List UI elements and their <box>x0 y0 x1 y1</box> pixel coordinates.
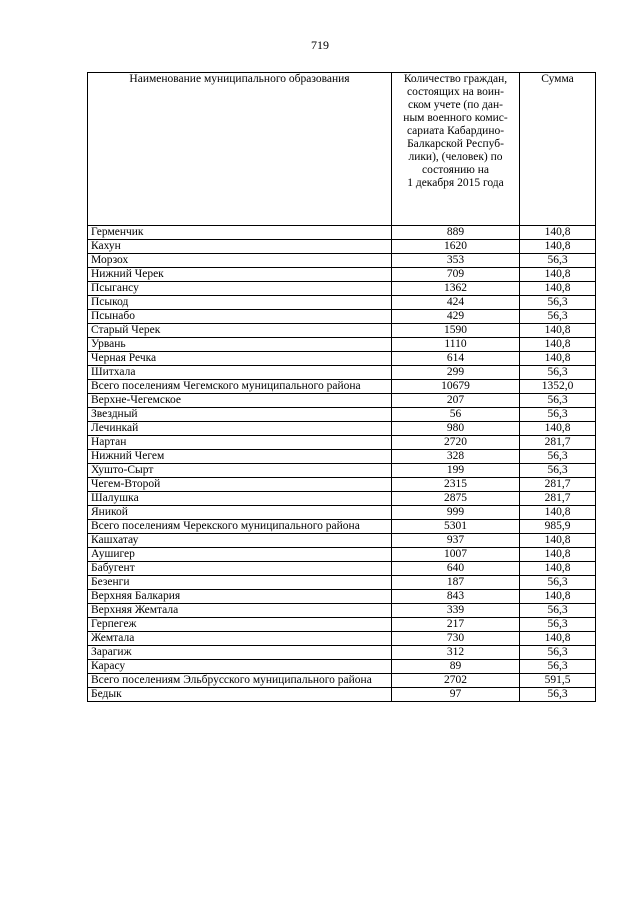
table-row <box>88 338 596 352</box>
count-cell: 353 <box>392 254 520 268</box>
table-row <box>88 450 596 464</box>
sum-cell: 56,3 <box>520 394 596 408</box>
sum-cell: 56,3 <box>520 450 596 464</box>
header-count-line: состоящих на воин- <box>407 86 504 98</box>
municipality-cell: Всего поселениям Черекского муниципального района <box>88 520 392 534</box>
table-row <box>88 674 596 688</box>
municipality-cell: Морзох <box>88 254 392 268</box>
count-cell: 1007 <box>392 548 520 562</box>
count-cell: 709 <box>392 268 520 282</box>
municipality-cell: Герменчик <box>88 226 392 240</box>
sum-cell: 140,8 <box>520 240 596 254</box>
count-cell: 1362 <box>392 282 520 296</box>
municipality-cell: Шалушка <box>88 492 392 506</box>
table-row <box>88 520 596 534</box>
table-row <box>88 436 596 450</box>
count-cell: 1110 <box>392 338 520 352</box>
count-cell: 97 <box>392 688 520 702</box>
sum-cell: 140,8 <box>520 534 596 548</box>
municipality-cell: Всего поселениям Эльбрусского муниципального района <box>88 674 392 688</box>
sum-cell: 281,7 <box>520 492 596 506</box>
header-count-line: сариата Кабардино- <box>406 125 505 137</box>
count-cell: 843 <box>392 590 520 604</box>
table-row <box>88 492 596 506</box>
header-citizen-count <box>392 73 520 226</box>
table-row <box>88 562 596 576</box>
sum-cell: 56,3 <box>520 688 596 702</box>
header-count-line: ском учете (по дан- <box>408 99 503 111</box>
table-row <box>88 618 596 632</box>
count-cell: 5301 <box>392 520 520 534</box>
municipality-cell: Верхняя Балкария <box>88 590 392 604</box>
sum-cell: 140,8 <box>520 268 596 282</box>
municipality-cell: Карасу <box>88 660 392 674</box>
municipality-cell: Верхняя Жемтала <box>88 604 392 618</box>
municipality-cell: Нартан <box>88 436 392 450</box>
count-cell: 429 <box>392 310 520 324</box>
table-row <box>88 534 596 548</box>
municipality-cell: Герпегеж <box>88 618 392 632</box>
sum-cell: 56,3 <box>520 254 596 268</box>
count-cell: 999 <box>392 506 520 520</box>
count-cell: 56 <box>392 408 520 422</box>
sum-cell: 56,3 <box>520 576 596 590</box>
table-row <box>88 240 596 254</box>
sum-cell: 56,3 <box>520 604 596 618</box>
municipality-cell: Хушто-Сырт <box>88 464 392 478</box>
table-row <box>88 548 596 562</box>
municipality-cell: Старый Черек <box>88 324 392 338</box>
count-cell: 328 <box>392 450 520 464</box>
count-cell: 199 <box>392 464 520 478</box>
header-sum: Сумма <box>520 73 596 226</box>
page-number: 719 <box>311 38 329 52</box>
sum-cell: 140,8 <box>520 506 596 520</box>
municipality-cell: Безенги <box>88 576 392 590</box>
table-row <box>88 604 596 618</box>
municipality-cell: Звездный <box>88 408 392 422</box>
sum-cell: 985,9 <box>520 520 596 534</box>
table-row <box>88 254 596 268</box>
table-row <box>88 688 596 702</box>
sum-cell: 56,3 <box>520 310 596 324</box>
count-cell: 299 <box>392 366 520 380</box>
table-row <box>88 324 596 338</box>
count-cell: 2875 <box>392 492 520 506</box>
table-row <box>88 296 596 310</box>
sum-cell: 56,3 <box>520 618 596 632</box>
count-cell: 187 <box>392 576 520 590</box>
municipality-cell: Верхне-Чегемское <box>88 394 392 408</box>
municipality-cell: Шитхала <box>88 366 392 380</box>
table-row <box>88 422 596 436</box>
count-cell: 1590 <box>392 324 520 338</box>
count-cell: 2315 <box>392 478 520 492</box>
count-cell: 937 <box>392 534 520 548</box>
municipality-cell: Нижний Черек <box>88 268 392 282</box>
count-cell: 889 <box>392 226 520 240</box>
count-cell: 1620 <box>392 240 520 254</box>
sum-cell: 140,8 <box>520 632 596 646</box>
sum-cell: 140,8 <box>520 282 596 296</box>
sum-cell: 56,3 <box>520 464 596 478</box>
municipality-cell: Псыгансу <box>88 282 392 296</box>
municipality-cell: Чегем-Второй <box>88 478 392 492</box>
municipality-cell: Урвань <box>88 338 392 352</box>
count-cell: 312 <box>392 646 520 660</box>
count-cell: 217 <box>392 618 520 632</box>
municipality-cell: Яникой <box>88 506 392 520</box>
table-row <box>88 576 596 590</box>
table-row <box>88 660 596 674</box>
sum-cell: 56,3 <box>520 366 596 380</box>
sum-cell: 140,8 <box>520 590 596 604</box>
count-cell: 207 <box>392 394 520 408</box>
sum-cell: 1352,0 <box>520 380 596 394</box>
municipality-cell: Аушигер <box>88 548 392 562</box>
table-row <box>88 464 596 478</box>
municipality-cell: Псынабо <box>88 310 392 324</box>
count-cell: 2702 <box>392 674 520 688</box>
header-municipality: Наименование муниципального образования <box>88 73 392 226</box>
sum-cell: 56,3 <box>520 660 596 674</box>
count-cell: 640 <box>392 562 520 576</box>
municipality-cell: Кашхатау <box>88 534 392 548</box>
sum-cell: 591,5 <box>520 674 596 688</box>
table-row <box>88 226 596 240</box>
table-row <box>88 380 596 394</box>
table-row <box>88 282 596 296</box>
municipality-cell: Черная Речка <box>88 352 392 366</box>
sum-cell: 281,7 <box>520 436 596 450</box>
table-row <box>88 352 596 366</box>
header-count-line: Количество граждан, <box>403 73 508 85</box>
table-row <box>88 646 596 660</box>
count-cell: 614 <box>392 352 520 366</box>
sum-cell: 56,3 <box>520 296 596 310</box>
sum-cell: 140,8 <box>520 352 596 366</box>
table-row <box>88 310 596 324</box>
header-count-line: ным военного комис- <box>403 112 508 124</box>
sum-cell: 140,8 <box>520 324 596 338</box>
municipality-cell: Жемтала <box>88 632 392 646</box>
count-cell: 424 <box>392 296 520 310</box>
sum-cell: 140,8 <box>520 338 596 352</box>
municipality-cell: Кахун <box>88 240 392 254</box>
header-count-line: Балкарской Респуб- <box>407 138 504 150</box>
municipal-table <box>87 72 596 702</box>
municipality-cell: Лечинкай <box>88 422 392 436</box>
table-header-row <box>88 73 596 226</box>
sum-cell: 140,8 <box>520 422 596 436</box>
sum-cell: 56,3 <box>520 408 596 422</box>
sum-cell: 140,8 <box>520 562 596 576</box>
table-row <box>88 394 596 408</box>
municipality-cell: Бабугент <box>88 562 392 576</box>
header-count-line: 1 декабря 2015 года <box>407 177 504 189</box>
count-cell: 730 <box>392 632 520 646</box>
table-row <box>88 632 596 646</box>
count-cell: 980 <box>392 422 520 436</box>
municipality-cell: Нижний Чегем <box>88 450 392 464</box>
count-cell: 89 <box>392 660 520 674</box>
table-row <box>88 268 596 282</box>
sum-cell: 140,8 <box>520 548 596 562</box>
count-cell: 10679 <box>392 380 520 394</box>
municipality-cell: Псыкод <box>88 296 392 310</box>
municipality-cell: Бедык <box>88 688 392 702</box>
sum-cell: 56,3 <box>520 646 596 660</box>
header-count-line: лики), (человек) по <box>408 151 503 163</box>
table-body <box>88 226 596 702</box>
table-row <box>88 506 596 520</box>
header-count-line: состоянию на <box>422 164 489 176</box>
table-row <box>88 478 596 492</box>
table-row <box>88 366 596 380</box>
count-cell: 2720 <box>392 436 520 450</box>
count-cell: 339 <box>392 604 520 618</box>
sum-cell: 281,7 <box>520 478 596 492</box>
table-row <box>88 590 596 604</box>
municipality-cell: Всего поселениям Чегемского муниципального района <box>88 380 392 394</box>
municipality-cell: Зарагиж <box>88 646 392 660</box>
table-row <box>88 408 596 422</box>
sum-cell: 140,8 <box>520 226 596 240</box>
